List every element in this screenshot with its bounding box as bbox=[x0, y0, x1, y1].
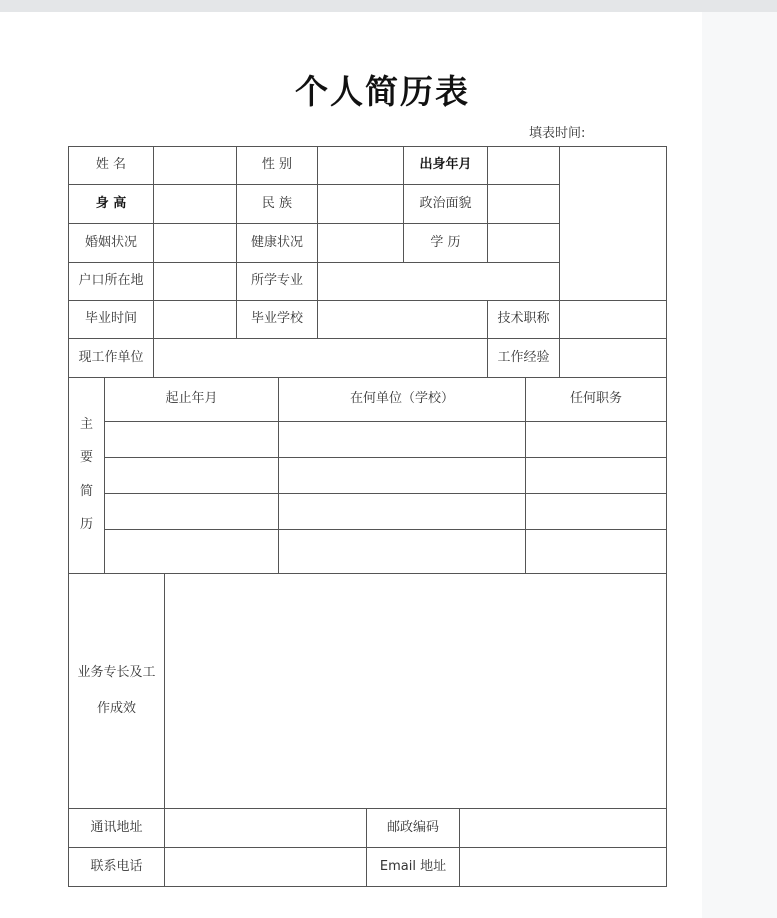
work-experience-label: 工作经验 bbox=[487, 338, 560, 378]
resume-period-cell[interactable] bbox=[104, 529, 279, 574]
grad-time-field[interactable] bbox=[153, 300, 237, 339]
address-field[interactable] bbox=[164, 808, 367, 848]
resume-unit-cell[interactable] bbox=[278, 493, 526, 530]
education-field[interactable] bbox=[487, 223, 560, 263]
health-label: 健康状况 bbox=[236, 223, 318, 263]
phone-label: 联系电话 bbox=[68, 847, 165, 887]
gender-label: 性 别 bbox=[236, 146, 318, 185]
major-label: 所学专业 bbox=[236, 262, 318, 301]
address-label: 通讯地址 bbox=[68, 808, 165, 848]
hukou-field[interactable] bbox=[153, 262, 237, 301]
resume-col-position: 任何职务 bbox=[525, 377, 667, 422]
gender-field[interactable] bbox=[317, 146, 404, 185]
current-employer-field[interactable] bbox=[153, 338, 488, 378]
tech-title-field[interactable] bbox=[559, 300, 667, 339]
fill-time-label: 填表时间: bbox=[529, 126, 586, 141]
health-field[interactable] bbox=[317, 223, 404, 263]
height-label: 身 高 bbox=[68, 184, 154, 224]
height-field[interactable] bbox=[153, 184, 237, 224]
expertise-field[interactable] bbox=[164, 573, 667, 809]
resume-position-cell[interactable] bbox=[525, 457, 667, 494]
resume-unit-cell[interactable] bbox=[278, 529, 526, 574]
resume-position-cell[interactable] bbox=[525, 493, 667, 530]
education-label: 学 历 bbox=[403, 223, 488, 263]
resume-period-cell[interactable] bbox=[104, 493, 279, 530]
grad-time-label: 毕业时间 bbox=[68, 300, 154, 339]
resume-section-char: 历 bbox=[79, 517, 93, 533]
political-label: 政治面貌 bbox=[403, 184, 488, 224]
page-margin-area bbox=[702, 12, 777, 918]
tech-title-label: 技术职称 bbox=[487, 300, 560, 339]
resume-section-label bbox=[68, 377, 105, 574]
resume-section-char: 要 bbox=[79, 450, 93, 466]
page-title: 个人简历表 bbox=[295, 72, 470, 111]
resume-unit-cell[interactable] bbox=[278, 421, 526, 458]
resume-position-cell[interactable] bbox=[525, 529, 667, 574]
top-toolbar-strip bbox=[0, 0, 777, 12]
political-field[interactable] bbox=[487, 184, 560, 224]
ethnicity-label: 民 族 bbox=[236, 184, 318, 224]
marital-label: 婚姻状况 bbox=[68, 223, 154, 263]
resume-col-period: 起止年月 bbox=[104, 377, 279, 422]
resume-section-char: 简 bbox=[79, 483, 93, 499]
current-employer-label: 现工作单位 bbox=[68, 338, 154, 378]
ethnicity-field[interactable] bbox=[317, 184, 404, 224]
resume-unit-cell[interactable] bbox=[278, 457, 526, 494]
name-field[interactable] bbox=[153, 146, 237, 185]
name-label: 姓 名 bbox=[68, 146, 154, 185]
photo-box[interactable] bbox=[559, 146, 667, 301]
marital-field[interactable] bbox=[153, 223, 237, 263]
birth-field[interactable] bbox=[487, 146, 560, 185]
postcode-field[interactable] bbox=[459, 808, 667, 848]
resume-section-char: 主 bbox=[79, 416, 93, 432]
email-label: Email 地址 bbox=[366, 847, 460, 887]
postcode-label: 邮政编码 bbox=[366, 808, 460, 848]
birth-label: 出身年月 bbox=[403, 146, 488, 185]
resume-period-cell[interactable] bbox=[104, 457, 279, 494]
expertise-label: 业务专长及工作成效 bbox=[68, 573, 165, 809]
grad-school-label: 毕业学校 bbox=[236, 300, 318, 339]
phone-field[interactable] bbox=[164, 847, 367, 887]
work-experience-field[interactable] bbox=[559, 338, 667, 378]
grad-school-field[interactable] bbox=[317, 300, 488, 339]
email-field[interactable] bbox=[459, 847, 667, 887]
hukou-label: 户口所在地 bbox=[68, 262, 154, 301]
resume-col-unit: 在何单位（学校） bbox=[278, 377, 526, 422]
resume-period-cell[interactable] bbox=[104, 421, 279, 458]
resume-position-cell[interactable] bbox=[525, 421, 667, 458]
major-field[interactable] bbox=[317, 262, 560, 301]
